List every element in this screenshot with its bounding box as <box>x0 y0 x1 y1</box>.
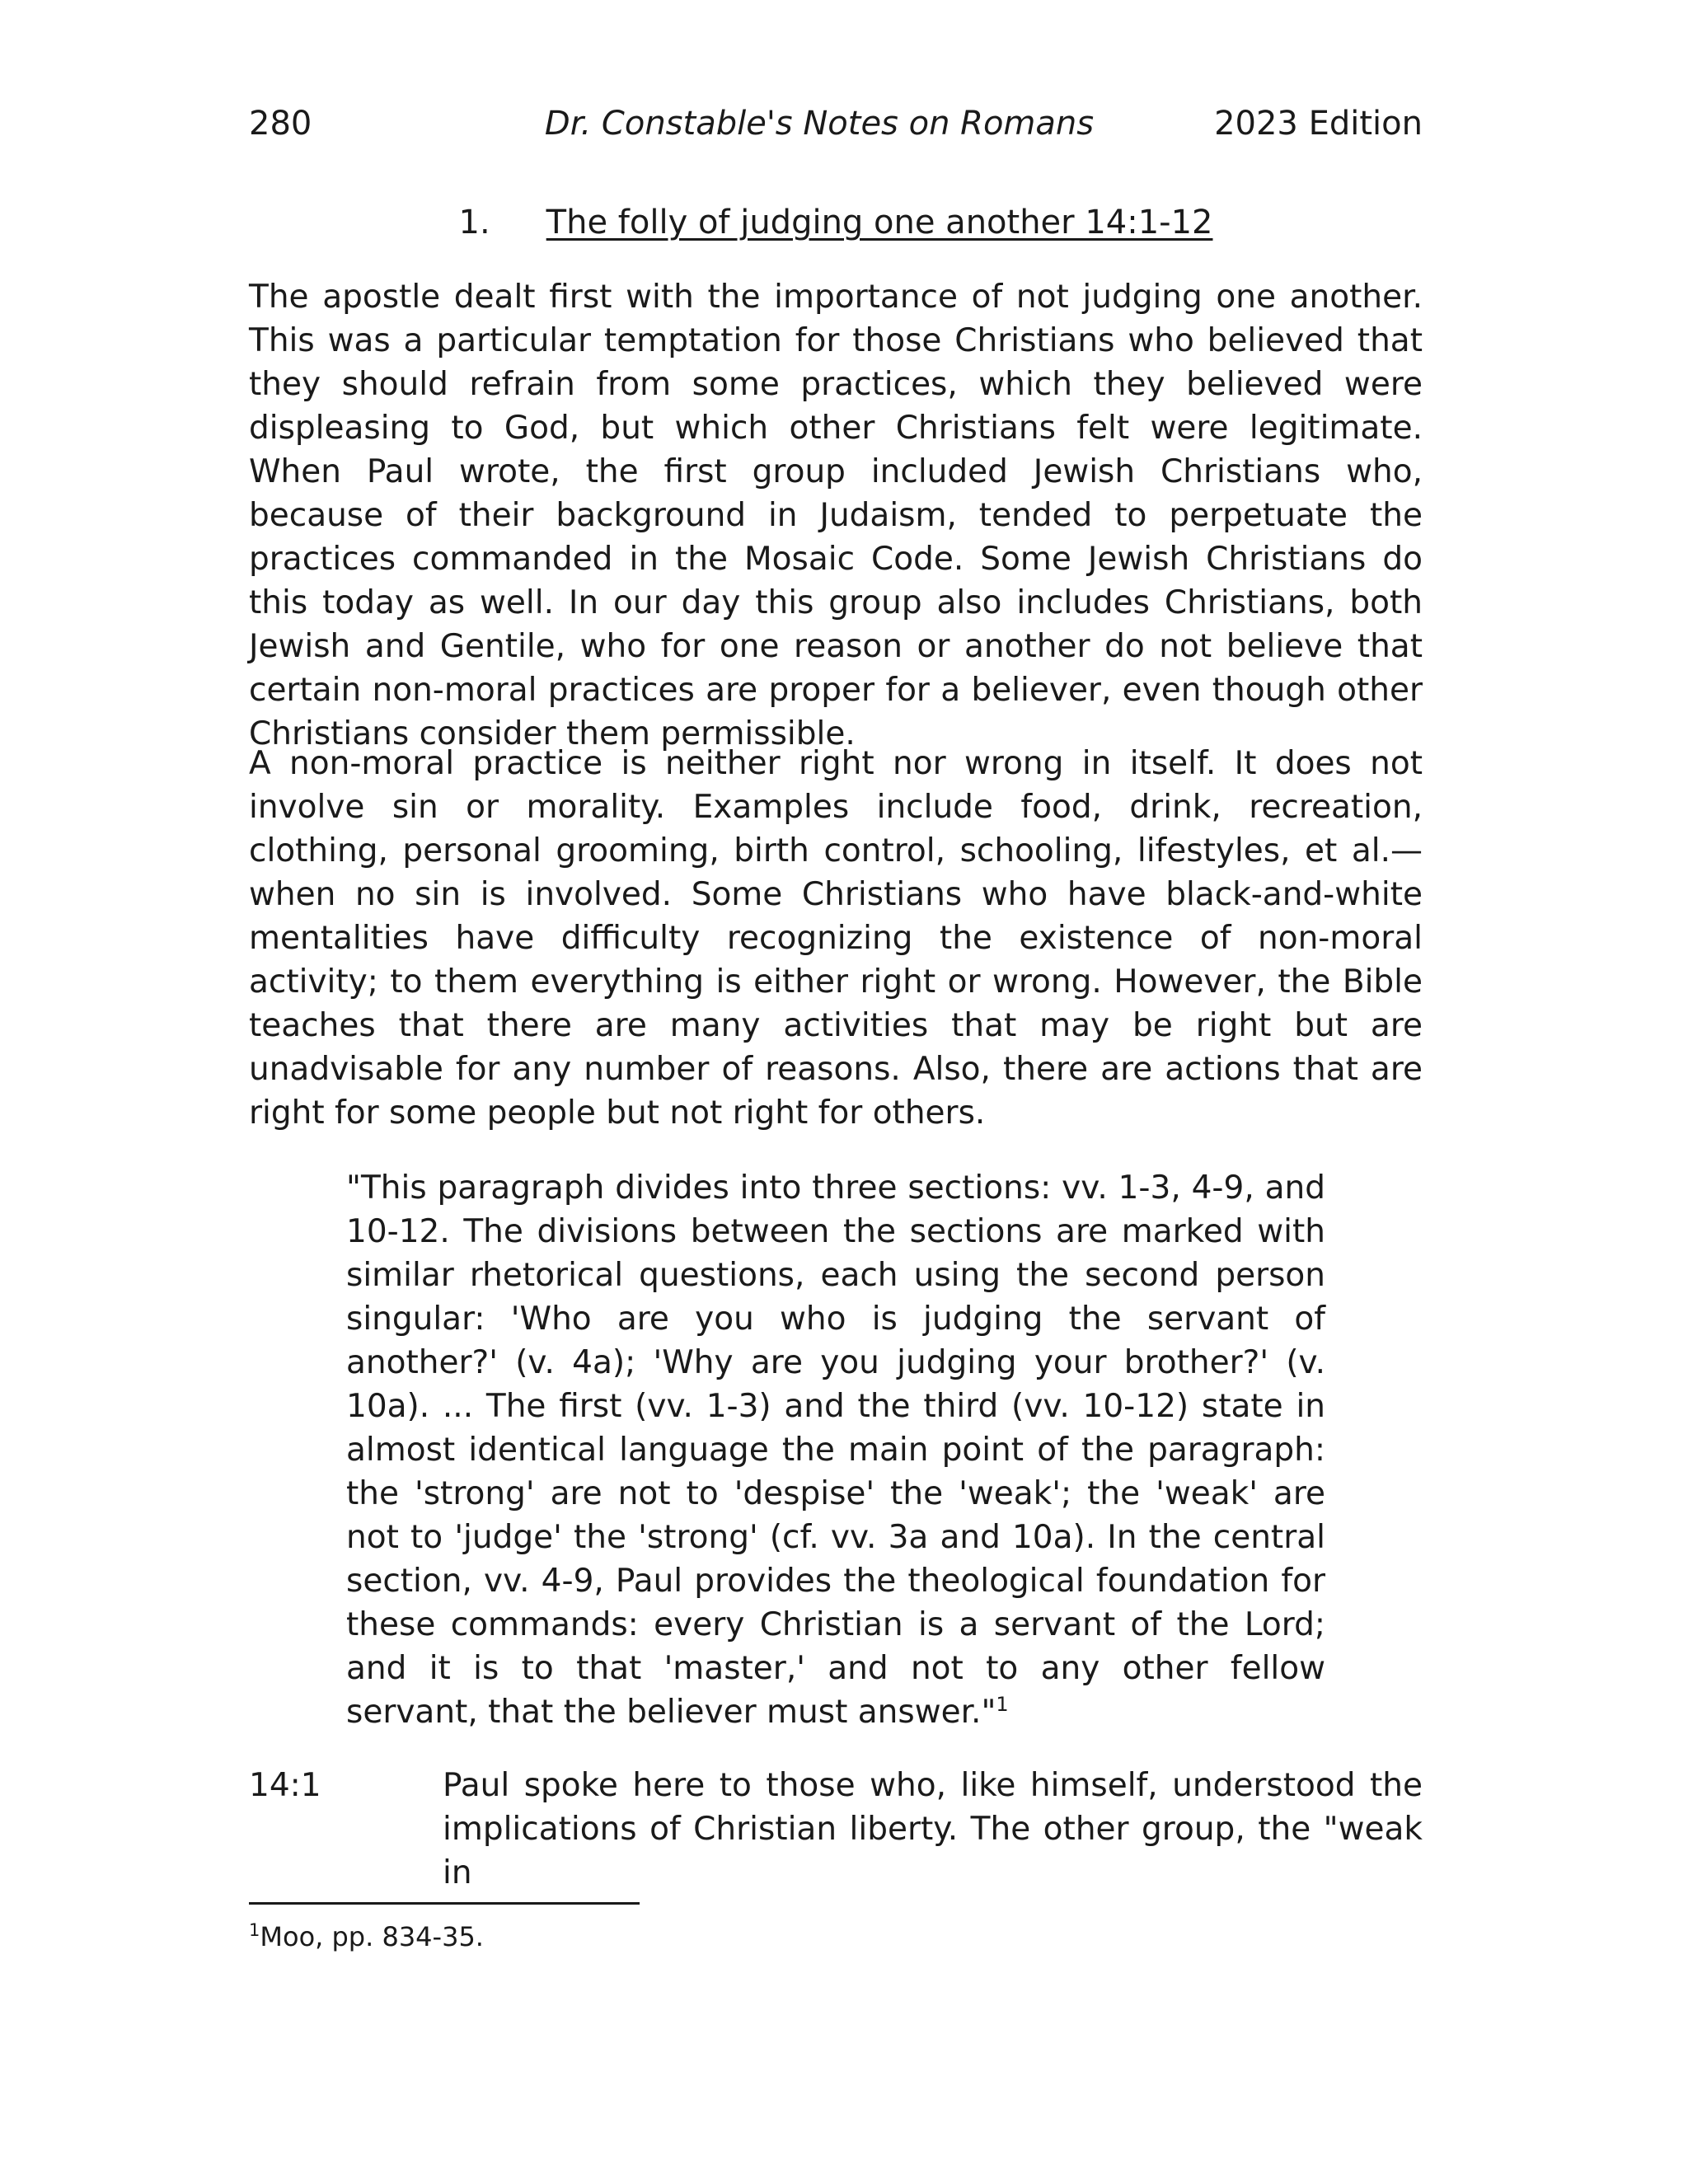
footnote-reference[interactable]: 1 <box>996 1693 1009 1716</box>
page-number: 280 <box>249 105 312 143</box>
footnote-text: Moo, pp. 834-35. <box>260 1921 484 1952</box>
block-quote <box>346 1166 1325 1734</box>
body-paragraph-2: A non-moral practice is neither right nor wrong in itself. It does not involve sin or morality. Examples include food, drink, recreation, clothing, personal grooming, birth control, schooling, lifestyles, et al.—when no sin is involved. Some Christians who have black-and-white mentalities have difficulty recognizing the existence of non-moral activity; to them everything is either right or wrong. However, the Bible teaches that there are many activities that may be right but are unadvisable for any number of reasons. Also, there are actions that are right for some people but not right for others. <box>249 745 1423 1132</box>
section-title: The folly of judging one another 14:1-12 <box>546 204 1213 241</box>
document-page <box>249 0 1423 2184</box>
footnote-marker: 1 <box>249 1920 260 1940</box>
edition-label: 2023 Edition <box>1214 105 1423 143</box>
verse-text: Paul spoke here to those who, like himself, understood the implications of Christian liberty. The other group, the "weak in <box>443 1767 1423 1891</box>
section-number: 1. <box>458 204 490 241</box>
footnote <box>249 1919 484 1955</box>
running-header <box>249 101 1423 147</box>
body-paragraph-1: The apostle dealt first with the importance of not judging one another. This was a particular temptation for those Christians who believed that they should refrain from some practices, which they believed were displeasing to God, but which other Christians felt were legitimate. When Paul wrote, the first group included Jewish Christians who, because of their background in Judaism, tended to perpetuate the practices commanded in the Mosaic Code. Some Jewish Christians do this today as well. In our day this group also includes Christians, both Jewish and Gentile, who for one reason or another do not believe that certain non-moral practices are proper for a believer, even though other Christians consider them permissible. <box>249 279 1423 752</box>
block-quote-text: "This paragraph divides into three sections: vv. 1-3, 4-9, and 10-12. The divisions between the sections are marked with similar rhetorical questions, each using the second person singular: 'Who are you who is judging the servant of another?' (v. 4a); 'Why are you judging your brother?' (v. 10a). ... The first (vv. 1-3) and the third (vv. 10-12) state in almost identical language the main point of the paragraph: the 'strong' are not to 'despise' the 'weak'; the 'weak' are not to 'judge' the 'strong' (cf. vv. 3a and 10a). In the central section, vv. 4-9, Paul provides the theological foundation for these commands: every Christian is a servant of the Lord; and it is to that 'master,' and not to any other fellow servant, that the believer must answer." <box>346 1169 1325 1731</box>
section-heading <box>249 199 1423 246</box>
verse-reference: 14:1 <box>249 1767 321 1804</box>
running-title-text: Dr. Constable's Notes on Romans <box>544 105 1095 143</box>
footnote-divider <box>249 1902 640 1905</box>
